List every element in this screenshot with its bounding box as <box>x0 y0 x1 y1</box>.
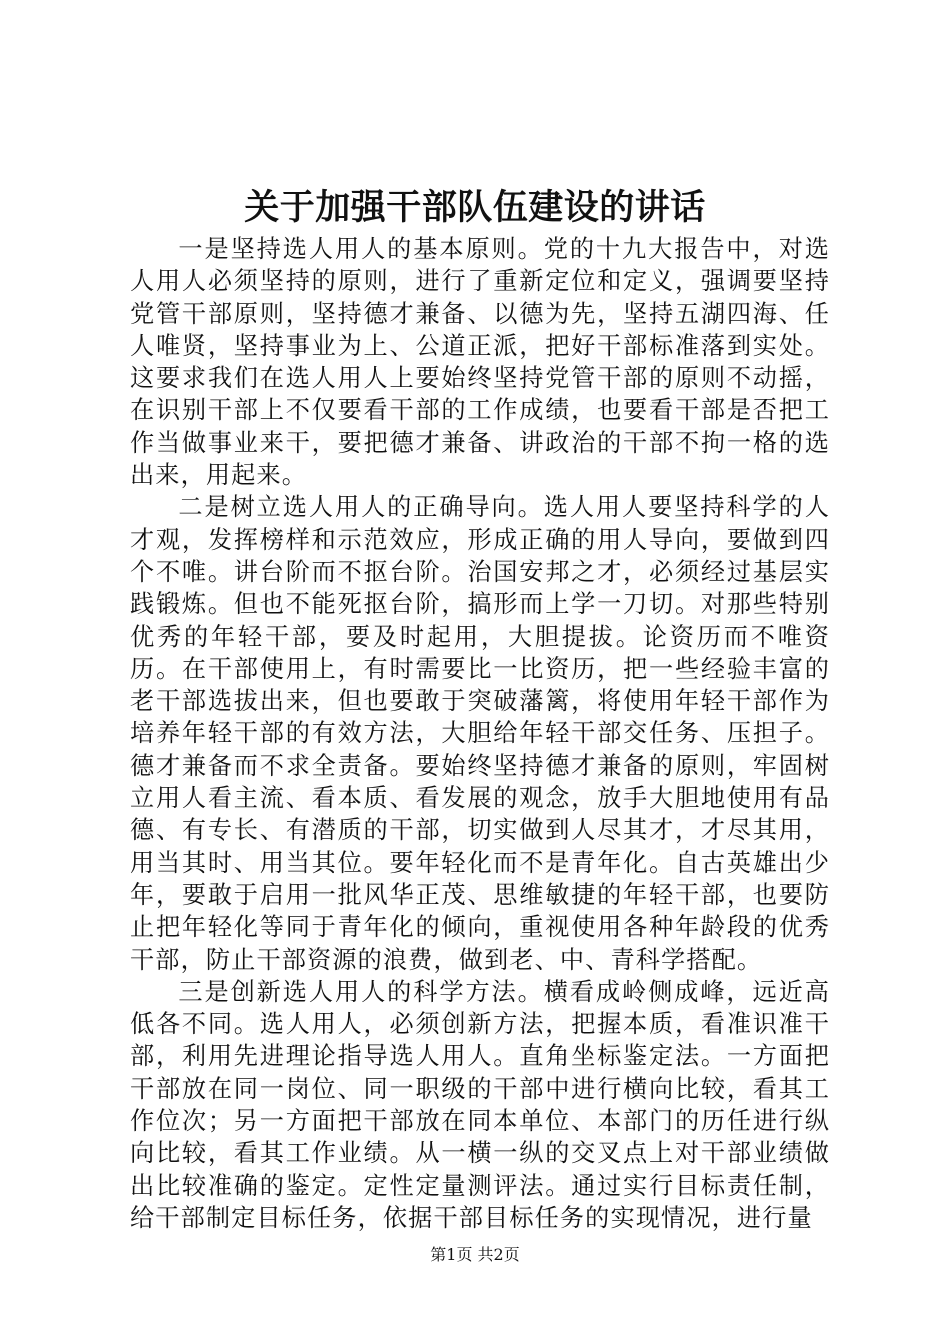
paragraph-1: 一是坚持选人用人的基本原则。党的十九大报告中，对选人用人必须坚持的原则，进行了重新定位和定义，强调要坚持党管干部原则，坚持德才兼备、以德为先，坚持五湖四海、任人唯贤，坚持事业为上、公道正派，把好干部标准落到实处。这要求我们在选人用人上要始终坚持党管干部的原则不动摇，在识别干部上不仅要看干部的工作成绩，也要看干部是否把工作当做事业来干，要把德才兼备、讲政治的干部不拘一格的选出来，用起来。 <box>130 235 830 490</box>
document-body <box>130 233 830 1234</box>
paragraph-2: 二是树立选人用人的正确导向。选人用人要坚持科学的人才观，发挥榜样和示范效应，形成正确的用人导向，要做到四个不唯。讲台阶而不抠台阶。治国安邦之才，必须经过基层实践锻炼。但也不能死抠台阶，搞形而上学一刀切。对那些特别优秀的年轻干部，要及时起用，大胆提拔。论资历而不唯资历。在干部使用上，有时需要比一比资历，把一些经验丰富的老干部选拔出来，但也要敢于突破藩篱，将使用年轻干部作为培养年轻干部的有效方法，大胆给年轻干部交任务、压担子。德才兼备而不求全责备。要始终坚持德才兼备的原则，牢固树立用人看主流、看本质、看发展的观念，放手大胆地使用有品德、有专长、有潜质的干部，切实做到人尽其才，才尽其用，用当其时、用当其位。要年轻化而不是青年化。自古英雄出少年，要敢于启用一批风华正茂、思维敏捷的年轻干部，也要防止把年轻化等同于青年化的倾向，重视使用各种年龄段的优秀干部，防止干部资源的浪费，做到老、中、青科学搭配。 <box>130 493 830 974</box>
document-title: 关于加强干部队伍建设的讲话 <box>244 187 706 228</box>
paragraph-3: 三是创新选人用人的科学方法。横看成岭侧成峰，远近高低各不同。选人用人，必须创新方法，把握本质，看准识准干部，利用先进理论指导选人用人。直角坐标鉴定法。一方面把干部放在同一岗位、同一职级的干部中进行横向比较，看其工作位次；另一方面把干部放在同本单位、本部门的历任进行纵向比较，看其工作业绩。从一横一纵的交叉点上对干部业绩做出比较准确的鉴定。定性定量测评法。通过实行目标责任制，给干部制定目标任务，依据干部目标任务的实现情况，进行量 <box>130 977 830 1232</box>
page-footer: 第1页 共2页 <box>430 1245 520 1264</box>
